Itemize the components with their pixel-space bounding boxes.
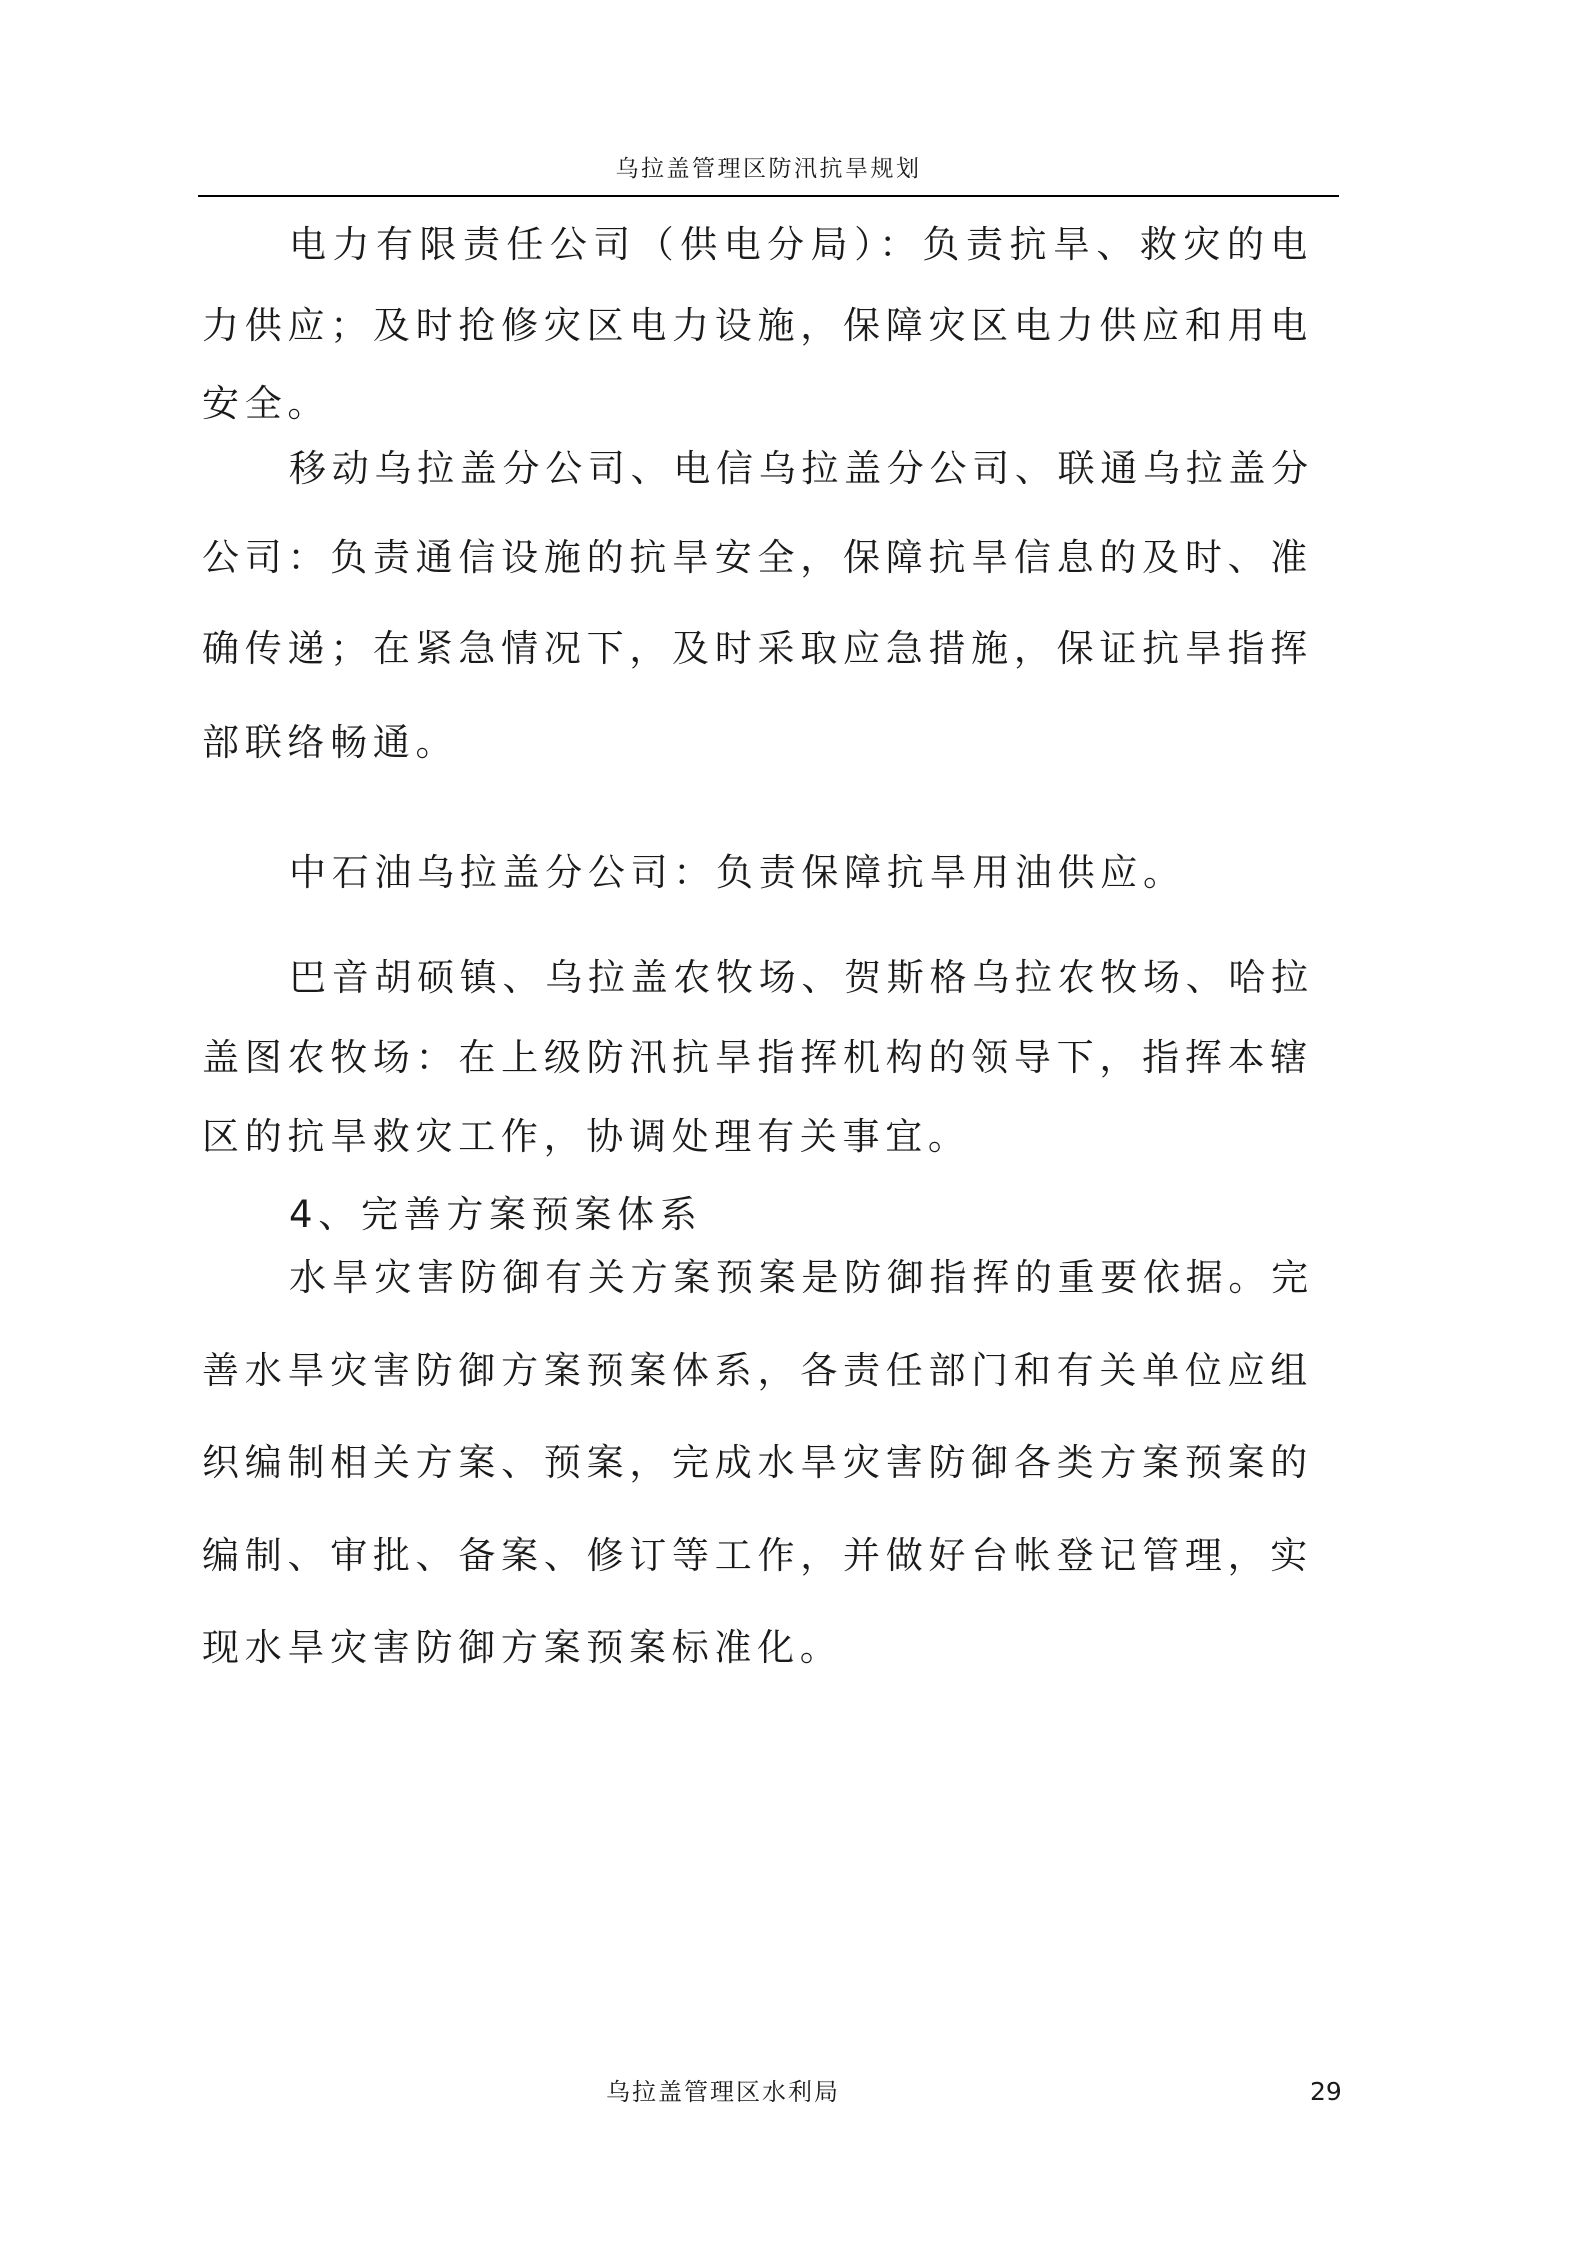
page-number: 29 xyxy=(1310,2077,1342,2106)
text-line: 安全。 xyxy=(202,382,331,425)
text-line: 盖图农牧场：在上级防汛抗旱指挥机构的领导下，指挥本辖 xyxy=(202,1036,1313,1079)
text-line: 力供应；及时抢修灾区电力设施，保障灾区电力供应和用电 xyxy=(202,304,1313,347)
text-line: 水旱灾害防御有关方案预案是防御指挥的重要依据。完 xyxy=(289,1256,1314,1299)
text-line: 现水旱灾害防御方案预案标准化。 xyxy=(202,1626,843,1669)
running-header-title: 乌拉盖管理区防汛抗旱规划 xyxy=(615,156,922,182)
text-line: 中石油乌拉盖分公司：负责保障抗旱用油供应。 xyxy=(289,851,1186,894)
text-line: 善水旱灾害防御方案预案体系，各责任部门和有关单位应组 xyxy=(202,1349,1313,1392)
text-line: 电力有限责任公司（供电分局）：负责抗旱、救灾的电 xyxy=(289,223,1313,266)
text-line: 织编制相关方案、预案，完成水旱灾害防御各类方案预案的 xyxy=(202,1441,1313,1484)
text-line: 巴音胡硕镇、乌拉盖农牧场、贺斯格乌拉农牧场、哈拉 xyxy=(289,956,1314,999)
section-heading-text: 4、完善方案预案体系 xyxy=(289,1193,703,1236)
text-line: 移动乌拉盖分公司、电信乌拉盖分公司、联通乌拉盖分 xyxy=(289,447,1314,490)
text-line: 编制、审批、备案、修订等工作，并做好台帐登记管理，实 xyxy=(202,1534,1313,1577)
text-line: 公司：负责通信设施的抗旱安全，保障抗旱信息的及时、准 xyxy=(202,536,1313,579)
text-line: 确传递；在紧急情况下，及时采取应急措施，保证抗旱指挥 xyxy=(202,627,1313,670)
footer-organization: 乌拉盖管理区水利局 xyxy=(606,2078,840,2106)
header-divider xyxy=(198,195,1339,197)
text-line: 区的抗旱救灾工作，协调处理有关事宜。 xyxy=(202,1115,971,1158)
text-line: 部联络畅通。 xyxy=(202,721,459,764)
